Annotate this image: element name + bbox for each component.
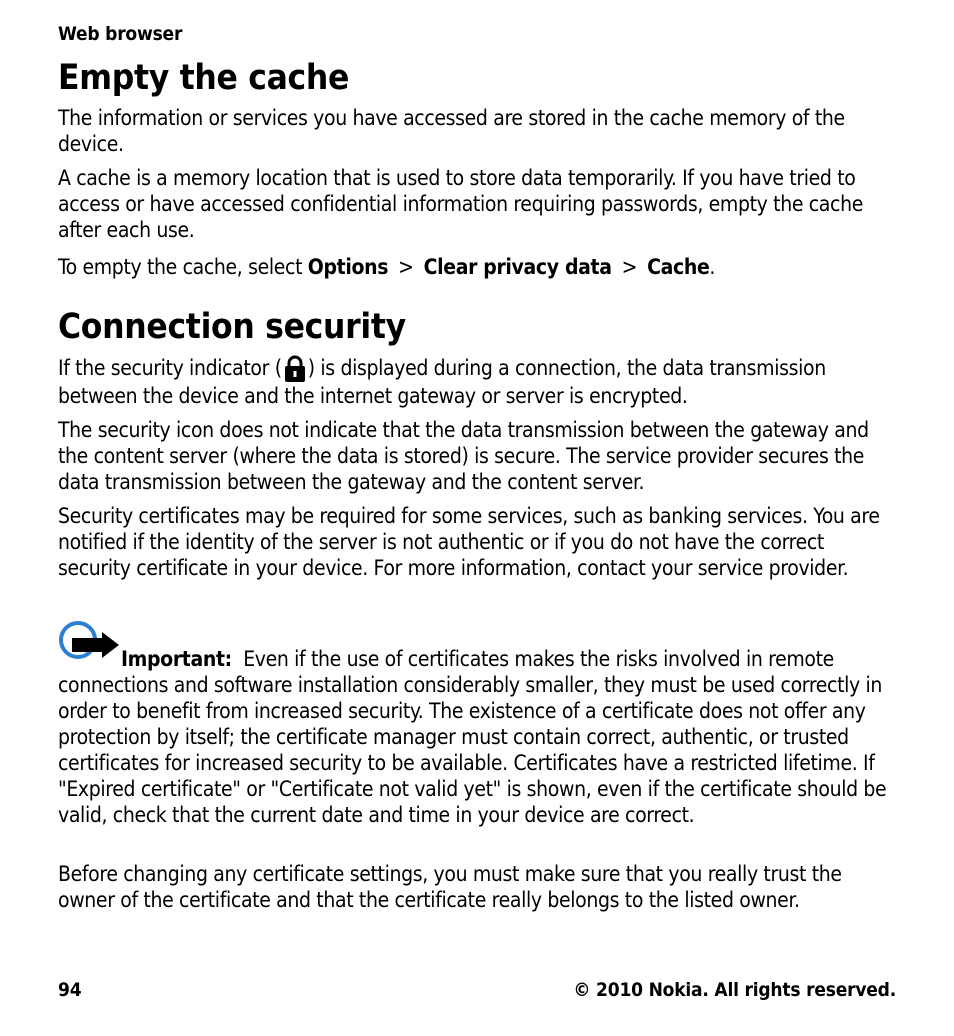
menu-option-clear-privacy-data: Clear privacy data [423,255,612,279]
menu-separator: > [621,255,638,279]
security-paragraph-1 [58,355,900,410]
lock-icon [283,355,307,383]
menu-option-options: Options [307,255,389,279]
cache-paragraph-2: A cache is a memory location that is used to store data temporarily. If you have tried to access or have accessed confidential information requiring passwords, empty the cache after each use. [58,166,863,242]
indicator-text-after: ) is displayed during a connection, the data transmission between the device and the internet gateway or server is encrypted. [58,356,826,408]
running-header: Web browser [58,23,183,45]
page-number: 94 [58,979,82,1001]
instruction-prefix: To empty the cache, select [58,255,308,279]
section-title-empty-cache: Empty the cache [58,58,350,98]
copyright: © 2010 Nokia. All rights reserved. [573,979,896,1001]
menu-separator: > [398,255,414,279]
important-text: Even if the use of certificates makes the risks involved in remote connections and software installation considerably smaller, they must be used correctly in order to benefit from increased security. The existence of a certificate does not offer any protection by itself; the certificate manager must contain correct, authentic, or trusted certificates for increased security to be available. Certificates have a restricted lifetime. If "Expired certificate" or "Certificate not valid yet" is shown, even if the certificate should be valid, check that the current date and time in your device are correct. [58,647,887,827]
security-paragraph-2: The security icon does not indicate that the data transmission between the gateway and the content server (where the data is stored) is secure. The service provider secures the data transmission between the gateway and the content server. [58,418,869,494]
important-label: Important: [121,647,232,671]
security-paragraph-3: Security certificates may be required for some services, such as banking services. You are notified if the identity of the server is not authentic or if you do not have the correct security certificate in your device. For more information, contact your service provider. [58,504,880,580]
instruction-suffix: . [709,255,716,279]
security-paragraph-4: Before changing any certificate settings, you must make sure that you really trust the owner of the certificate and that the certificate really belongs to the listed owner. [58,862,842,912]
menu-option-cache: Cache [647,255,710,279]
cache-instructions [58,254,900,280]
cache-paragraph-1: The information or services you have accessed are stored in the cache memory of the device. [58,106,845,156]
indicator-text-before: If the security indicator ( [58,356,282,380]
important-note [58,646,900,828]
section-title-connection-security: Connection security [58,307,406,347]
